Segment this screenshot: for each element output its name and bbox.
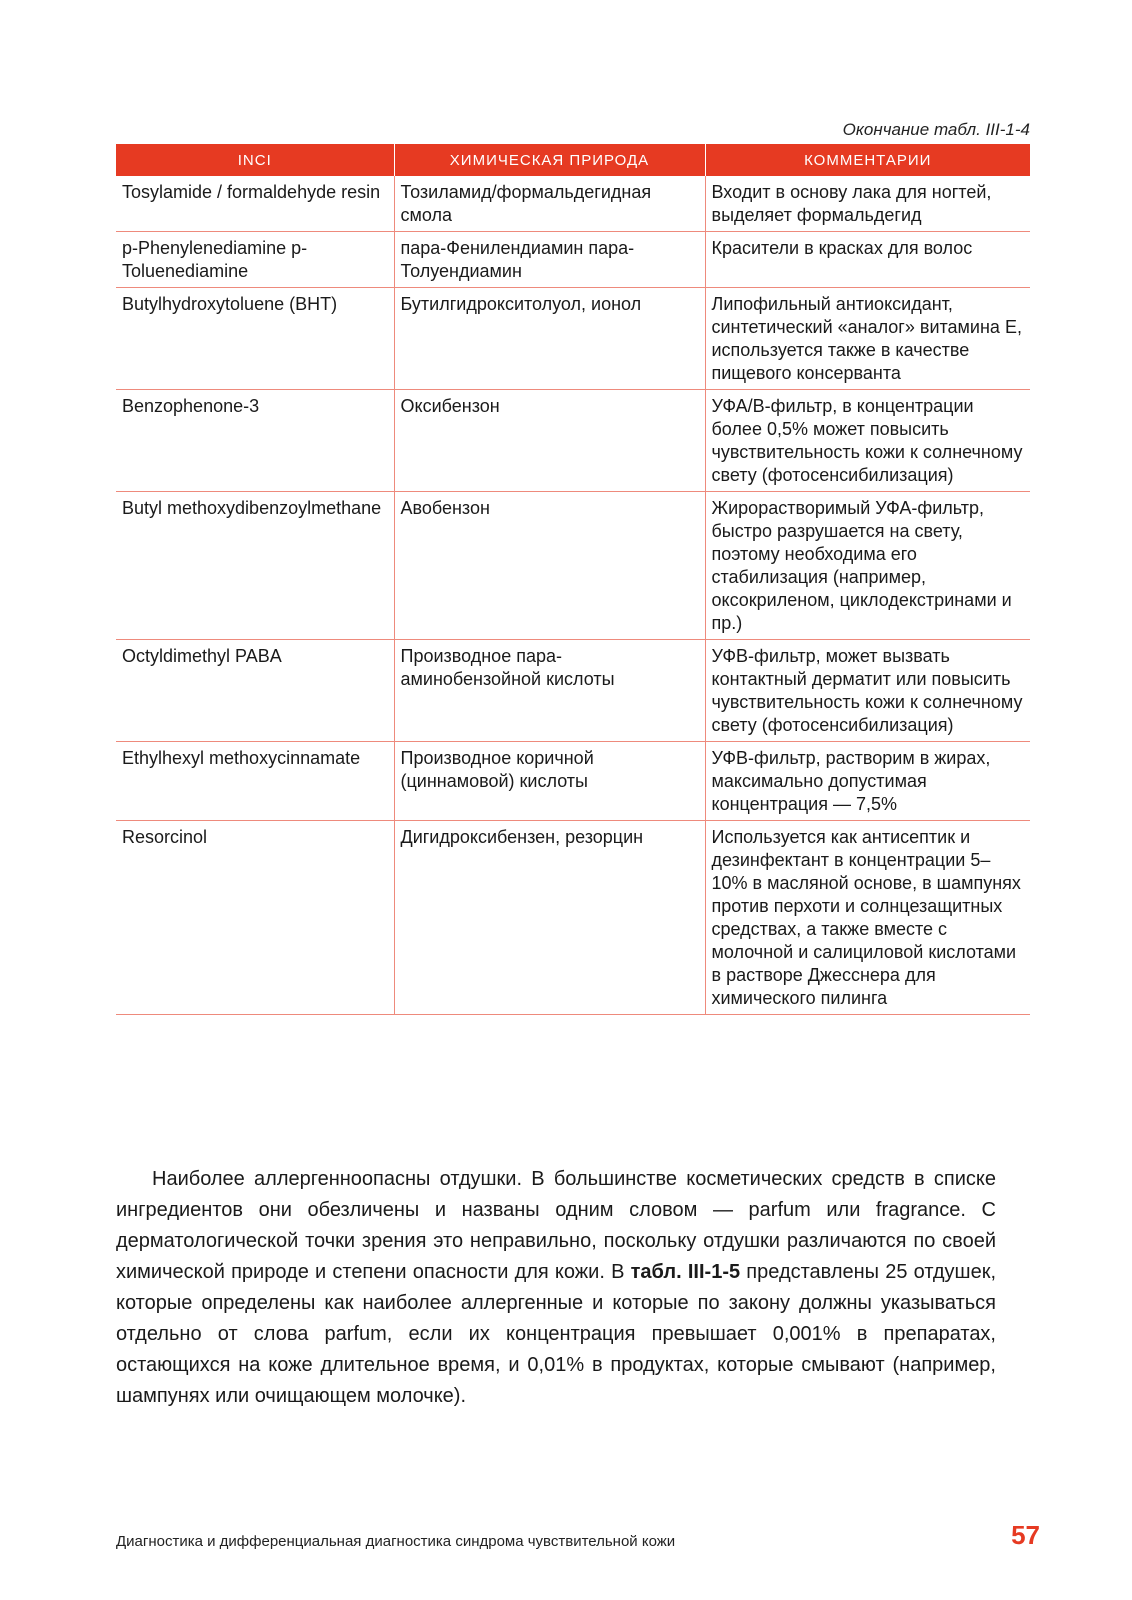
body-paragraph	[116, 1164, 996, 1412]
cell-comment: УФА/В-фильтр, в концентрации более 0,5% может повысить чувствительность кожи к солнечному свету (фотосенсибилизация)	[705, 390, 1030, 492]
cell-nature: Авобензон	[394, 492, 705, 640]
cell-inci: Benzophenone-3	[116, 390, 394, 492]
table-reference: табл. III-1-5	[630, 1261, 741, 1283]
table-body	[116, 176, 1030, 1015]
cell-inci: Octyldimethyl PABA	[116, 640, 394, 742]
cell-inci: p-Phenylenediamine p-Toluenediamine	[116, 232, 394, 288]
paragraph-text-start: Наиболее аллергенноопасны отдушки. В большинстве косметических средств в списке ингредиентов они обезличены и названы одним словом — parfum или fragrance. С дерматологической точки зрения это неправильно, поскольку отдушки различаются по своей химической природе и степени опасности для кожи. В	[116, 1168, 996, 1283]
cell-comment: Жирорастворимый УФА-фильтр, быстро разрушается на свету, поэтому необходима его стабилизация (например, оксокриленом, циклодекстринами и пр.)	[705, 492, 1030, 640]
running-title: Диагностика и дифференциальная диагностика синдрома чувствительной кожи	[116, 1533, 676, 1550]
header-chemical-nature: ХИМИЧЕСКАЯ ПРИРОДА	[394, 144, 705, 176]
page-number: 57	[1011, 1520, 1040, 1550]
table-caption: Окончание табл. III-1-4	[842, 120, 1030, 139]
cell-inci: Butyl methoxydibenzoylmethane	[116, 492, 394, 640]
header-comments: КОММЕНТАРИИ	[705, 144, 1030, 176]
cell-nature: Производное пара-аминобензойной кислоты	[394, 640, 705, 742]
table-header	[116, 144, 1030, 176]
table-row	[116, 176, 1030, 232]
cell-comment: УФВ-фильтр, растворим в жирах, максимально допустимая концентрация — 7,5%	[705, 742, 1030, 821]
cell-comment: УФВ-фильтр, может вызвать контактный дерматит или повысить чувствительность кожи к солнечному свету (фотосенсибилизация)	[705, 640, 1030, 742]
cell-comment: Используется как антисептик и дезинфектант в концентрации 5–10% в масляной основе, в шампунях против перхоти и солнцезащитных средствах, а также вместе с молочной и салициловой кислотами в растворе Джесснера для химического пилинга	[705, 821, 1030, 1015]
ingredients-table	[116, 144, 1030, 1015]
table-row	[116, 821, 1030, 1015]
table-row	[116, 742, 1030, 821]
table-row	[116, 288, 1030, 390]
table-header-row	[116, 144, 1030, 176]
cell-nature: пара-Фенилендиамин пара-Толуендиамин	[394, 232, 705, 288]
cell-inci: Resorcinol	[116, 821, 394, 1015]
header-inci: INCI	[116, 144, 394, 176]
table-row	[116, 492, 1030, 640]
cell-nature: Оксибензон	[394, 390, 705, 492]
cell-comment: Входит в основу лака для ногтей, выделяет формальдегид	[705, 176, 1030, 232]
cell-inci: Ethylhexyl methoxycinnamate	[116, 742, 394, 821]
paragraph-text-end: представлены 25 отдушек, которые определены как наиболее аллергенные и которые по закону должны указываться отдельно от слова parfum, если их концентрация превышает 0,001% в препаратах, остающихся на коже длительное время, и 0,01% в продуктах, которые смывают (например, шампунях или очищающем молочке).	[116, 1261, 997, 1407]
cell-comment: Липофильный антиоксидант, синтетический «аналог» витамина Е, используется также в качестве пищевого консерванта	[705, 288, 1030, 390]
table-row	[116, 390, 1030, 492]
cell-comment: Красители в красках для волос	[705, 232, 1030, 288]
table-row	[116, 232, 1030, 288]
cell-nature: Производное коричной (циннамовой) кислоты	[394, 742, 705, 821]
cell-nature: Бутилгидрокситолуол, ионол	[394, 288, 705, 390]
cell-nature: Дигидроксибензен, резорцин	[394, 821, 705, 1015]
cell-nature: Тозиламид/формальдегидная смола	[394, 176, 705, 232]
cell-inci: Butylhydroxytoluene (BHT)	[116, 288, 394, 390]
table-row	[116, 640, 1030, 742]
cell-inci: Tosylamide / formaldehyde resin	[116, 176, 394, 232]
